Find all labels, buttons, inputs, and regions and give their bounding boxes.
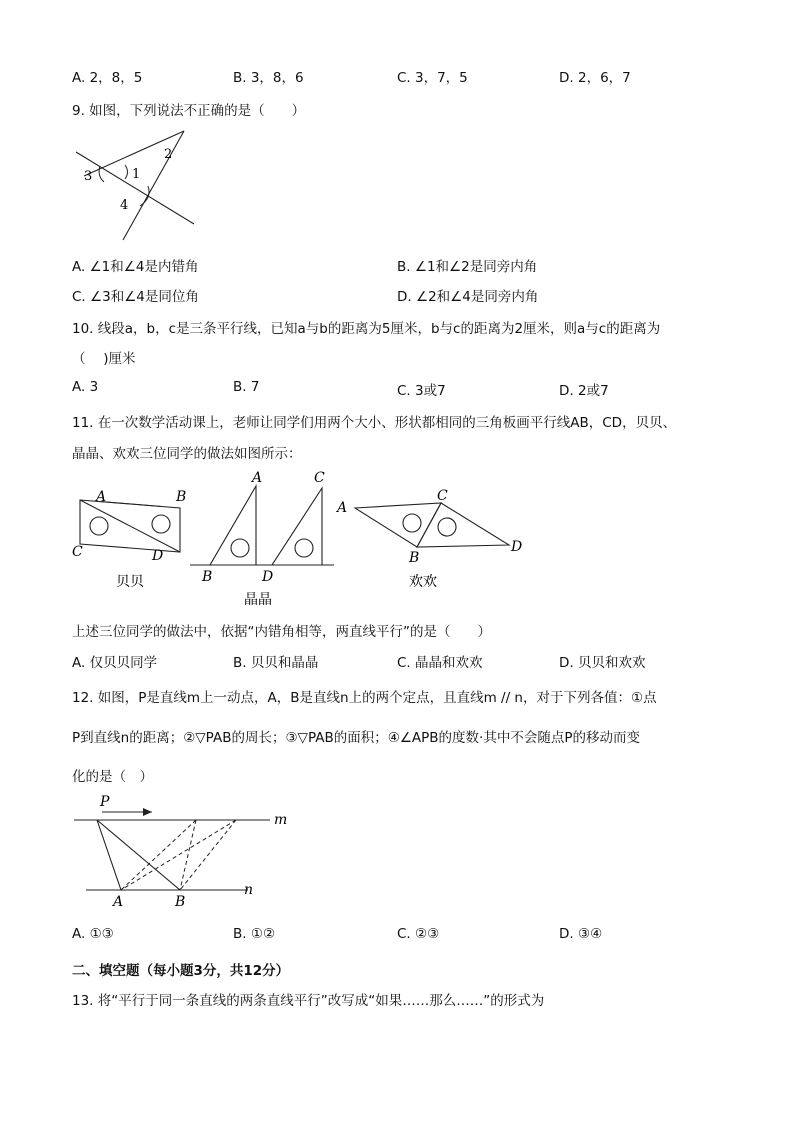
q10-option-b: B. 7 xyxy=(233,379,260,395)
q9-option-a: A. ∠1和∠4是内错角 xyxy=(72,259,199,275)
q9-label-3: 3 xyxy=(84,169,93,184)
q12-label-m: m xyxy=(274,812,288,828)
q11-option-c: C. 晶晶和欢欢 xyxy=(397,655,483,671)
q9-options-row2 xyxy=(72,285,732,305)
q12-label-n: n xyxy=(244,882,254,898)
q11-option-a: A. 仅贝贝同学 xyxy=(72,655,158,671)
q12-figure xyxy=(70,790,300,912)
q9-stem: 9. 如图，下列说法不正确的是（ ） xyxy=(72,103,306,119)
q10-option-c: C. 3或7 xyxy=(397,383,446,399)
q11-fig3-label-c: C xyxy=(437,488,448,504)
q12-option-b: B. ①② xyxy=(233,926,276,942)
q12-option-d: D. ③④ xyxy=(559,926,603,942)
q12-label-p: P xyxy=(100,794,110,810)
q8-options xyxy=(72,66,732,86)
q8-option-b: B. 3，8，6 xyxy=(233,70,304,86)
q11-fig2-label-c: C xyxy=(314,470,325,486)
section2-title: 二、填空题（每小题3分，共12分） xyxy=(72,963,290,979)
q11-option-b: B. 贝贝和晶晶 xyxy=(233,655,319,671)
q9-label-4: 4 xyxy=(120,198,129,213)
q9-option-b: B. ∠1和∠2是同旁内角 xyxy=(397,259,538,275)
q11-fig3-caption: 欢欢 xyxy=(409,574,437,590)
q11-fig1-label-c: C xyxy=(72,544,83,560)
q11-question: 上述三位同学的做法中，依据“内错角相等，两直线平行”的是（ ） xyxy=(72,624,491,640)
q11-fig1-caption: 贝贝 xyxy=(116,574,144,590)
q9-label-1: 1 xyxy=(132,167,141,182)
q9-options-row1 xyxy=(72,255,732,275)
q11-fig2-caption: 晶晶 xyxy=(244,592,272,608)
q10-option-d: D. 2或7 xyxy=(559,383,609,399)
q9-label-2: 2 xyxy=(164,147,173,162)
q12-options xyxy=(72,926,732,946)
q11-fig3-label-b: B xyxy=(409,550,420,566)
q11-option-d: D. 贝贝和欢欢 xyxy=(559,655,646,671)
q9-option-d: D. ∠2和∠4是同旁内角 xyxy=(397,289,539,305)
q11-fig1-label-d: D xyxy=(152,548,164,564)
q12-option-a: A. ①③ xyxy=(72,926,114,942)
q8-option-c: C. 3，7，5 xyxy=(397,70,468,86)
q11-fig1-label-b: B xyxy=(176,489,187,505)
q9-option-c: C. ∠3和∠4是同位角 xyxy=(72,289,199,305)
q12-label-a: A xyxy=(113,894,124,910)
q10-option-a: A. 3 xyxy=(72,379,99,395)
q11-figure-beibei xyxy=(70,486,190,591)
q11-fig2-label-a: A xyxy=(252,470,263,486)
q11-options xyxy=(72,651,732,671)
q13-stem: 13. 将“平行于同一条直线的两条直线平行”改写成“如果……那么……”的形式为 xyxy=(72,993,545,1009)
q11-figure-huanhuan xyxy=(333,486,533,591)
q11-fig1-label-a: A xyxy=(96,489,107,505)
q10-stem-line2: （ )厘米 xyxy=(72,351,136,367)
q12-option-c: C. ②③ xyxy=(397,926,440,942)
q11-figure-jingjing xyxy=(186,468,341,610)
q11-fig3-label-d: D xyxy=(511,539,523,555)
q11-fig2-label-b: B xyxy=(202,569,213,585)
q10-options xyxy=(72,379,732,399)
q8-option-d: D. 2，6，7 xyxy=(559,70,631,86)
q9-figure xyxy=(70,128,200,243)
q11-stem-line2: 晶晶、欢欢三位同学的做法如图所示： xyxy=(72,446,302,462)
q12-stem-line2: P到直线n的距离；②▽PAB的周长；③▽PAB的面积；④∠APB的度数·其中不会随点P的移动而变 xyxy=(72,730,640,746)
q11-stem-line1: 11. 在一次数学活动课上，老师让同学们用两个大小、形状都相同的三角板画平行线AB，CD，贝贝、 xyxy=(72,415,677,431)
q11-fig2-label-d: D xyxy=(262,569,274,585)
q11-fig3-label-a: A xyxy=(337,500,348,516)
q10-stem-line1: 10. 线段a，b，c是三条平行线，已知a与b的距离为5厘米，b与c的距离为2厘米，则a与c的距离为 xyxy=(72,321,661,337)
q12-stem-line3: 化的是（ ） xyxy=(72,769,153,785)
q8-option-a: A. 2，8，5 xyxy=(72,70,143,86)
q12-stem-line1: 12. 如图，P是直线m上一动点，A，B是直线n上的两个定点，且直线m // n，对于下列各值：①点 xyxy=(72,690,657,706)
q12-label-b: B xyxy=(175,894,186,910)
